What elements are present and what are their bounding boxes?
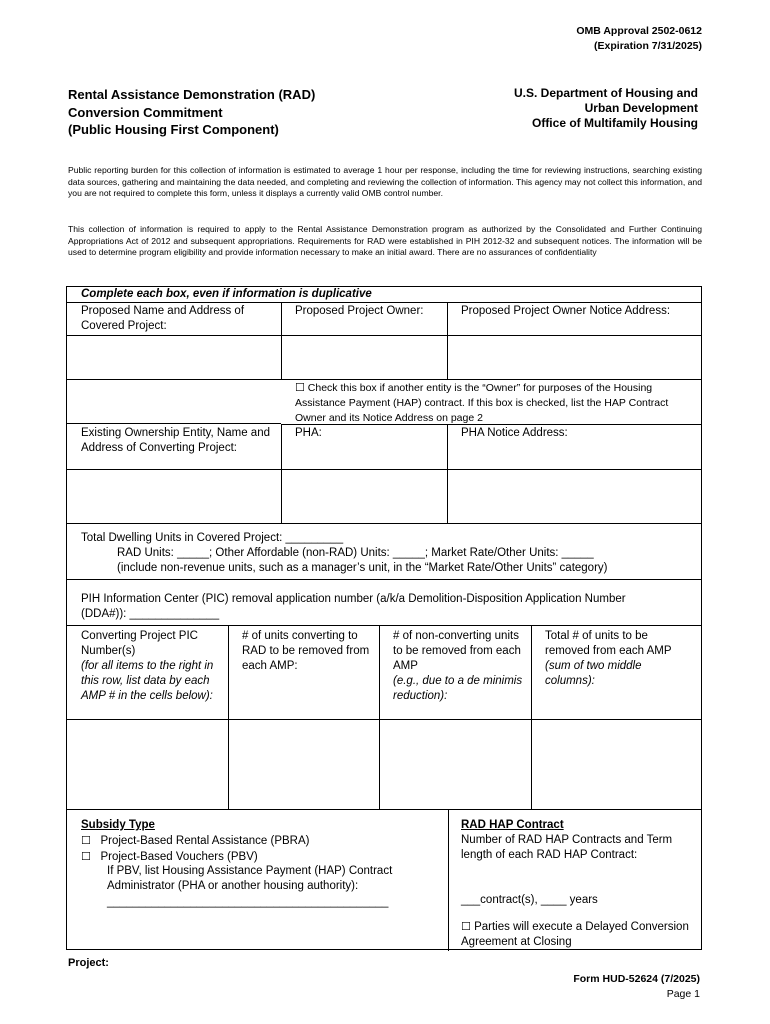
authority-statement: This collection of information is required to apply to the Rental Assistance Demonstration program as authorized by the Consolidated and Further Continuing Appropriations Act of 2012 and subsequent appropriations. Requirements for RAD were established in PIH 2012-32 and subsequent notices. The information will be used to determine program eligibility and provide information necessary to make an initial award. There are no assurances of confidentiality	[68, 224, 702, 258]
dept-line-3: Office of Multifamily Housing	[531, 116, 698, 130]
subsidy-pbv-row[interactable]	[81, 849, 258, 865]
covered-project-label: Proposed Name and Address of Covered Project:	[81, 305, 245, 332]
omb-approval: OMB Approval 2502-0612	[576, 25, 702, 37]
owner-checkbox[interactable]: ☐	[295, 381, 305, 394]
hap-contract-desc: Number of RAD HAP Contracts and Term length of each RAD HAP Contract:	[461, 834, 673, 861]
pbra-checkbox[interactable]: ☐	[81, 834, 91, 847]
delayed-conversion-row[interactable]	[461, 919, 691, 950]
delayed-conversion-text: Parties will execute a Delayed Conversion Agreement at Closing	[461, 921, 689, 948]
form-instruction: Complete each box, even if information is duplicative	[81, 288, 372, 300]
col-rad-units: # of units converting to RAD to be removed from each AMP:	[242, 630, 370, 672]
pbv-checkbox[interactable]: ☐	[81, 850, 91, 863]
page-number: Page 1	[666, 988, 700, 1000]
col-pic-number	[81, 629, 221, 704]
pbra-label: Project-Based Rental Assistance (PBRA)	[100, 835, 310, 847]
pbv-administrator-line[interactable]: ____________________________________________	[107, 896, 389, 908]
omb-expiration: (Expiration 7/31/2025)	[594, 40, 702, 52]
hap-contract-fill[interactable]: ___contract(s), ____ years	[461, 894, 598, 906]
project-label: Project:	[68, 957, 109, 969]
pic-removal-line-1: PIH Information Center (PIC) removal application number (a/k/a Demolition-Disposition Application Number	[81, 593, 626, 605]
subsidy-type-title	[81, 818, 155, 833]
title-line-1: Rental Assistance Demonstration (RAD)	[68, 87, 316, 102]
col-non-converting	[393, 629, 525, 704]
dept-line-2: Urban Development	[584, 101, 698, 115]
owner-notice-field[interactable]	[449, 337, 699, 377]
pha-notice-field[interactable]	[449, 471, 699, 521]
title-line-2: Conversion Commitment	[68, 104, 223, 120]
dwelling-breakdown: RAD Units: _____; Other Affordable (non-RAD) Units: _____; Market Rate/Other Units: _____	[117, 547, 594, 559]
col-total-units-head: Total # of units to be removed from each AMP	[545, 630, 672, 657]
form-number: Form HUD-52624 (7/2025)	[573, 973, 700, 985]
col-non-converting-head: # of non-converting units to be removed from each AMP	[393, 630, 521, 672]
footer-block	[573, 972, 700, 1002]
form-table	[66, 286, 702, 950]
col-pic-number-head: Converting Project PIC Number(s)	[81, 630, 198, 657]
hap-contract-title	[461, 818, 564, 833]
pha-label: PHA:	[295, 427, 322, 439]
dwelling-note: (include non-revenue units, such as a manager’s unit, in the “Market Rate/Other Units” category)	[117, 562, 608, 574]
pic-removal-line-2: (DDA#)): ______________	[81, 608, 220, 620]
pbv-note: If PBV, list Housing Assistance Payment (HAP) Contract Administrator (PHA or another housing authority):	[107, 865, 393, 892]
project-owner-label: Proposed Project Owner:	[295, 305, 424, 317]
hap-contract-title-text: RAD HAP Contract	[461, 819, 564, 831]
col-total-units	[545, 629, 693, 689]
total-units-cell[interactable]	[533, 721, 699, 807]
form-title	[68, 86, 315, 139]
existing-entity-label: Existing Ownership Entity, Name and Address of Converting Project:	[81, 427, 270, 454]
pbv-label: Project-Based Vouchers (PBV)	[100, 851, 258, 863]
owner-notice-label: Proposed Project Owner Notice Address:	[461, 305, 671, 317]
col-total-units-note: (sum of two middle columns):	[545, 660, 642, 687]
col-non-converting-note: (e.g., due to a de minimis reduction):	[393, 675, 523, 702]
omb-block	[576, 24, 702, 54]
existing-entity-field[interactable]	[69, 471, 279, 521]
dwelling-total: Total Dwelling Units in Covered Project: _________	[81, 532, 344, 544]
col-pic-number-note: (for all items to the right in this row, list data by each AMP # in the cells below):	[81, 660, 214, 702]
subsidy-type-title-text: Subsidy Type	[81, 819, 155, 831]
non-converting-cell[interactable]	[381, 721, 529, 807]
covered-project-field[interactable]	[69, 337, 279, 377]
subsidy-pbra-row[interactable]	[81, 833, 309, 849]
rad-units-cell[interactable]	[230, 721, 377, 807]
department-block	[514, 86, 698, 131]
title-line-3: (Public Housing First Component)	[68, 122, 279, 137]
owner-checkbox-row[interactable]	[295, 380, 695, 426]
delayed-conversion-checkbox[interactable]: ☐	[461, 920, 471, 933]
project-owner-field[interactable]	[283, 337, 445, 377]
pic-number-cell[interactable]	[69, 721, 226, 807]
pha-field[interactable]	[283, 471, 445, 521]
burden-statement: Public reporting burden for this collection of information is estimated to average 1 hour per response, including the time for reviewing instructions, searching existing data sources, gathering and maintaining the data needed, and completing and reviewing the collection of information. This agency may not collect this information, and you are not required to complete this form, unless it displays a currently valid OMB control number.	[68, 165, 702, 199]
owner-checkbox-text: Check this box if another entity is the “Owner” for purposes of the Housing Assistance Payment (HAP) contract. If this box is checked, list the HAP Contract Owner and its Notice Address on page 2	[295, 382, 669, 424]
dept-line-1: U.S. Department of Housing and	[513, 86, 698, 100]
pha-notice-label: PHA Notice Address:	[461, 427, 568, 439]
